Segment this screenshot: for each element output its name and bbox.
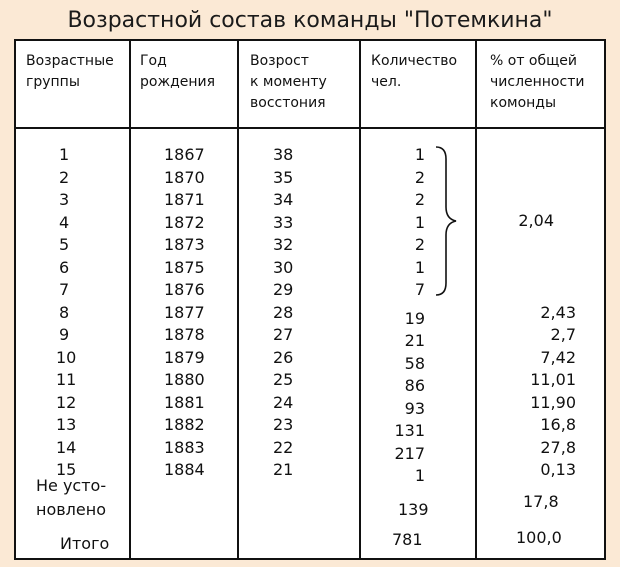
group-cell: 6 [59, 257, 70, 277]
total-percent: 100,0 [516, 528, 562, 547]
count-cell: 217 [394, 443, 425, 463]
count-cell: 7 [414, 280, 425, 299]
group-cell: 12 [56, 392, 77, 412]
group-cell: 5 [59, 235, 70, 254]
age-cell: 27 [273, 325, 294, 344]
unknown-percent: 17,8 [523, 492, 559, 511]
year-cell: 1870 [164, 167, 205, 187]
age-cell: 33 [273, 212, 294, 232]
age-cell: 28 [273, 302, 294, 322]
group-cell: 1 [59, 145, 70, 164]
age-cell: 34 [273, 190, 294, 209]
count-cell: 19 [404, 308, 425, 328]
age-cell: 23 [273, 415, 294, 434]
age-table [14, 39, 606, 560]
group-cell: 7 [59, 280, 70, 299]
total-count: 781 [392, 530, 423, 549]
count-cell: 1 [414, 212, 425, 232]
age-cell: 35 [273, 167, 294, 187]
group-cell: 9 [59, 325, 70, 344]
header-group: Возрастные группы [26, 53, 114, 90]
percent-cell: 27,8 [540, 437, 576, 457]
year-cell: 1872 [164, 212, 205, 232]
age-cell: 38 [273, 145, 294, 164]
year-cell: 1879 [164, 347, 205, 367]
age-cell: 29 [273, 280, 294, 299]
year-cell: 1877 [164, 302, 205, 322]
age-cell: 30 [273, 257, 294, 277]
group-cell: 3 [59, 190, 70, 209]
header-count: Количество чел. [371, 53, 458, 90]
unknown-count: 139 [398, 500, 429, 519]
column-divider [129, 41, 131, 558]
count-cell: 58 [404, 353, 425, 373]
count-cell: 2 [414, 235, 425, 254]
header-percent: % от общей численности комонды [490, 53, 585, 111]
percent-cell: 2,7 [550, 325, 576, 344]
age-cell: 21 [273, 460, 294, 479]
age-cell: 22 [273, 437, 294, 457]
age-cell: 26 [273, 347, 294, 367]
percent-cell: 16,8 [540, 415, 576, 434]
count-cell: 1 [414, 257, 425, 277]
percent-cell: 2,04 [518, 210, 554, 230]
group-brace-icon [434, 145, 460, 297]
year-cell: 1871 [164, 190, 205, 209]
count-cell: 2 [414, 167, 425, 187]
group-cell: 11 [56, 370, 77, 389]
year-cell: 1883 [164, 437, 205, 457]
percent-cell: 7,42 [540, 347, 576, 367]
column-divider [237, 41, 239, 558]
header-age: Возрост к моменту восстония [250, 53, 327, 111]
count-cell: 1 [414, 145, 425, 164]
group-cell: 2 [59, 167, 70, 187]
year-cell: 1881 [164, 392, 205, 412]
percent-cell: 0,13 [540, 460, 576, 479]
group-cell: 14 [56, 437, 77, 457]
year-cell: 1867 [164, 145, 205, 164]
year-cell: 1880 [164, 370, 205, 389]
column-divider [475, 41, 477, 558]
count-cell: 2 [414, 190, 425, 209]
year-cell: 1882 [164, 415, 205, 434]
group-cell: 10 [56, 347, 77, 367]
page-title: Возрастной состав команды "Потемкина" [67, 8, 553, 33]
age-cell: 24 [273, 392, 294, 412]
header-divider [16, 127, 604, 129]
group-cell: 4 [59, 212, 70, 232]
year-cell: 1878 [164, 325, 205, 344]
count-cell: 21 [404, 331, 425, 350]
group-cell: 15 [56, 460, 77, 479]
count-cell: 86 [404, 376, 425, 395]
header-year: Год рождения [140, 53, 216, 90]
year-cell: 1876 [164, 280, 205, 299]
count-cell: 131 [394, 421, 425, 440]
percent-cell: 2,43 [540, 302, 576, 322]
age-cell: 25 [273, 370, 294, 389]
year-cell: 1884 [164, 460, 205, 479]
group-cell: 13 [56, 415, 77, 434]
count-cell: 93 [404, 398, 425, 418]
total-label: Итого [60, 534, 110, 553]
column-divider [359, 41, 361, 558]
unknown-label-line1: Не усто- [36, 476, 107, 495]
group-cell: 8 [59, 302, 70, 322]
year-cell: 1873 [164, 235, 205, 254]
age-cell: 32 [273, 235, 294, 254]
unknown-label-line2: новлено [36, 500, 106, 519]
count-cell: 1 [414, 466, 425, 485]
percent-cell: 11,01 [530, 370, 576, 389]
year-cell: 1875 [164, 257, 205, 277]
percent-cell: 11,90 [530, 392, 576, 412]
